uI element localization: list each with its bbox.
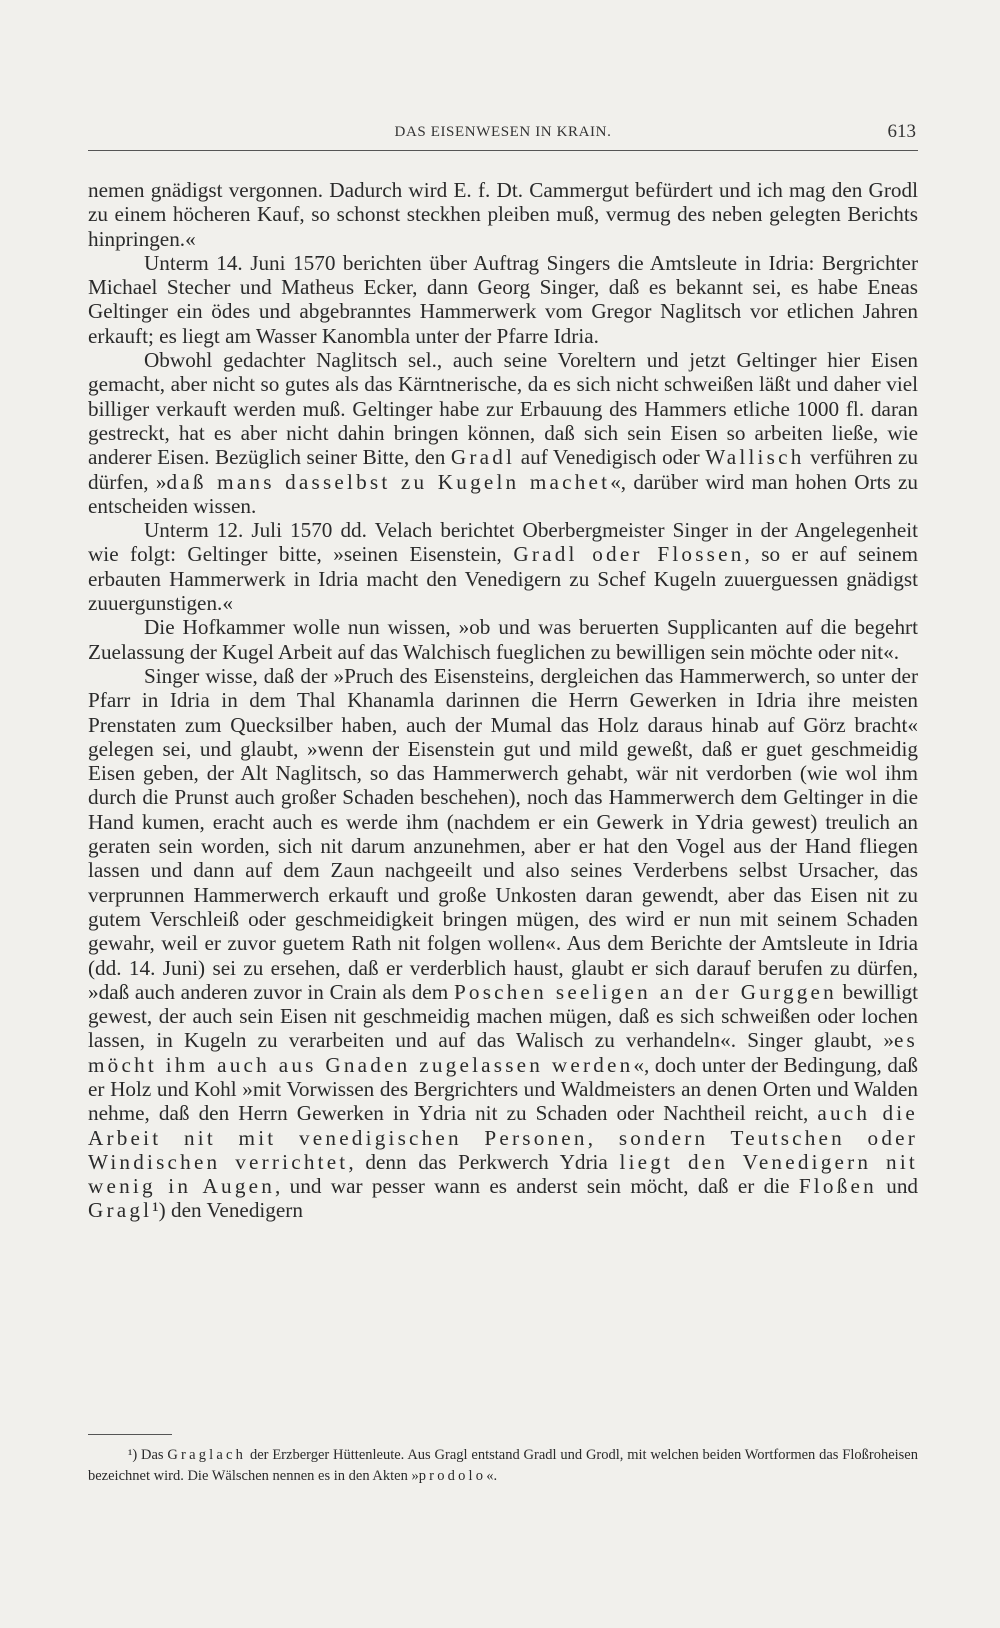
running-header	[88, 121, 918, 152]
text-run: nemen gnädigst vergonnen. Dadurch wird E. f. Dt. Cammergut befürdert und ich mag den Grodl zu einem höcheren Kauf, so schonst steckhen pleiben muß, vermug des neben gelegten Berichts hinpringen.«	[88, 178, 918, 251]
text-run: «, darüber wird man hohen Orts zu entscheiden wissen.	[88, 469, 919, 518]
spaced-emphasis-text: Floßen	[798, 1174, 877, 1199]
text-run: der Erzberger Hüttenleute. Aus Gragl entstand Gradl und Grodl, mit welchen beiden Wortformen das Floßroheisen bezeichnet wird. Die Wälschen nennen es in den Akten »	[88, 1447, 918, 1484]
spaced-emphasis-text: Poschen seeligen an der Gurggen	[453, 979, 837, 1004]
page-number: 613	[887, 121, 916, 142]
paragraph	[88, 348, 918, 518]
body-text	[88, 178, 918, 1223]
text-run: , und war pesser wann es anderst sein möcht, daß er die	[275, 1174, 799, 1199]
text-run: ¹) Das	[128, 1447, 168, 1463]
text-run: auf Venedigisch oder	[515, 445, 706, 470]
text-run: ¹)	[152, 1198, 166, 1223]
paragraph	[88, 251, 918, 348]
spaced-emphasis-text: es möcht ihm auch aus Gnaden zugelassen werden	[88, 1028, 918, 1077]
spaced-emphasis-text: Gradl	[450, 445, 516, 470]
spaced-emphasis-text: liegt den Venedigern nit wenig in Augen	[88, 1149, 918, 1199]
text-run: den Venedigern	[165, 1198, 303, 1223]
text-run: «.	[486, 1468, 498, 1484]
text-run: «, doch unter der Bedingung, daß er Holz und Kohl »mit Vorwissen des Bergrichters und Waldmeisters an denen Orten und Walden nehme, daß den Herrn Gewerken in Ydria nit zu Schaden oder Nachtheil reicht,	[88, 1052, 918, 1126]
text-run: , denn das Perkwerch Ydria	[348, 1149, 620, 1174]
spaced-emphasis-text: daß mans dasselbst zu Kugeln machet	[166, 469, 611, 494]
text-run: und	[876, 1174, 918, 1199]
paragraph	[88, 615, 918, 664]
text-run: Unterm 12. Juli 1570 dd. Velach berichtet Oberbergmeister Singer in der Angelegenheit wie folgt: Geltinger bitte, »seinen Eisenstein,	[88, 518, 918, 567]
header-rule	[88, 150, 918, 151]
text-run: verführen zu dürfen, »	[88, 445, 918, 494]
text-run: Obwohl gedachter Naglitsch sel., auch seine Voreltern und jetzt Geltinger hier Eisen gemacht, aber nicht so gutes als das Kärntnerische, da es sich nicht schweißen läßt und daher viel billiger verkauft werden muß. Geltinger habe zur Erbauung des Hammers etliche 1000 fl. daran gestreckt, hat es aber nicht dahin bringen können, daß sich sein Eisen so arbeiten ließe, wie anderer Eisen. Bezüglich seiner Bitte, den	[88, 348, 918, 470]
text-run: Singer wisse, daß der »Pruch des Eisensteins, dergleichen das Hammerwerch, so unter der Pfarr in Idria in dem Thal Khanamla darinnen die Herrn Gewerken in Idria ihre meisten Prenstaten zum Quecksilber haben, auch der Mumal das Holz daraus hinab auf Görz bracht« gelegen sei, und glaubt, »wenn der Eisenstein gut und mild geweßt, daß er guet geschmeidig Eisen geben, der Alt Naglitsch, so das Hammerwerch gehabt, wär nit verdorben (wie wol ihm durch die Prunst auch großer Schaden beschehen), noch das Hammerwerch dem Geltinger in die Hand kumen, eracht auch es werde ihm (nachdem er ein Gewerk in Ydria gewest) treulich an geraten sein worden, sich nit darum anzunehmen, aber er hat den Vogel aus der Hand fliegen lassen und dann auf dem Zaun nachgeeilt und also seines Verderbens selbst Ursacher, das verprunnen Hammerwerch erkauft und große Unkosten daran gewendt, aber das Eisen nit zu gutem Verschleiß oder geschmeidigkeit bringen mügen, des wird er nun mit seinem Schaden gewahr, weil er zuvor guetem Rath nit folgen wollen«. Aus dem Berichte der Amtsleute in Idria (dd. 14. Juni) sei zu ersehen, daß er verderblich haust, glaubt er sich darauf berufen zu dürfen, »daß auch anderen zuvor in Crain als dem	[88, 663, 918, 1004]
spaced-emphasis-text: Gradl oder Flossen	[513, 542, 745, 567]
paragraph	[88, 664, 918, 1223]
paragraph	[88, 518, 918, 615]
paragraph	[88, 178, 918, 251]
spaced-emphasis-text: auch die Arbeit nit mit venedigischen Personen, sondern Teutschen oder Windischen verrichtet	[88, 1101, 918, 1174]
footnote	[88, 1445, 918, 1487]
spaced-emphasis-text: Gragl	[88, 1198, 153, 1223]
text-run: bewilligt gewest, der auch sein Eisen nit geschmeidig machen mügen, daß es sich schweißen oder lochen lassen, in Kugeln zu verarbeiten und auf das Walisch zu verhandeln«. Singer glaubt, »	[88, 979, 918, 1053]
spaced-emphasis-text: Graglach	[167, 1447, 247, 1463]
footnote-rule	[88, 1434, 172, 1435]
running-title: DAS EISENWESEN IN KRAIN.	[394, 124, 612, 140]
text-run: , so er auf seinem erbauten Hammerwerk in Idria macht den Venedigern zu Schef Kugeln zuuerguessen gnädigst zuuergunstigen.«	[88, 542, 918, 616]
spaced-emphasis-text: Wallisch	[705, 445, 805, 470]
text-run: Unterm 14. Juni 1570 berichten über Auftrag Singers die Amtsleute in Idria: Bergrichter Michael Stecher und Matheus Ecker, dann Georg Singer, daß es bekannt sei, es habe Eneas Geltinger ein ödes und abgebranntes Hammerwerk vom Gregor Naglitsch vor etlichen Jahren erkauft; es liegt am Wasser Kanombla unter der Pfarre Idria.	[88, 250, 918, 348]
spaced-emphasis-text: prodolo	[418, 1468, 487, 1484]
text-run: Die Hofkammer wolle nun wissen, »ob und was beruerten Supplicanten auf die begehrt Zuelassung der Kugel Arbeit auf das Walchisch fueglichen zu bewilligen sein möchte oder nit«.	[88, 615, 918, 664]
